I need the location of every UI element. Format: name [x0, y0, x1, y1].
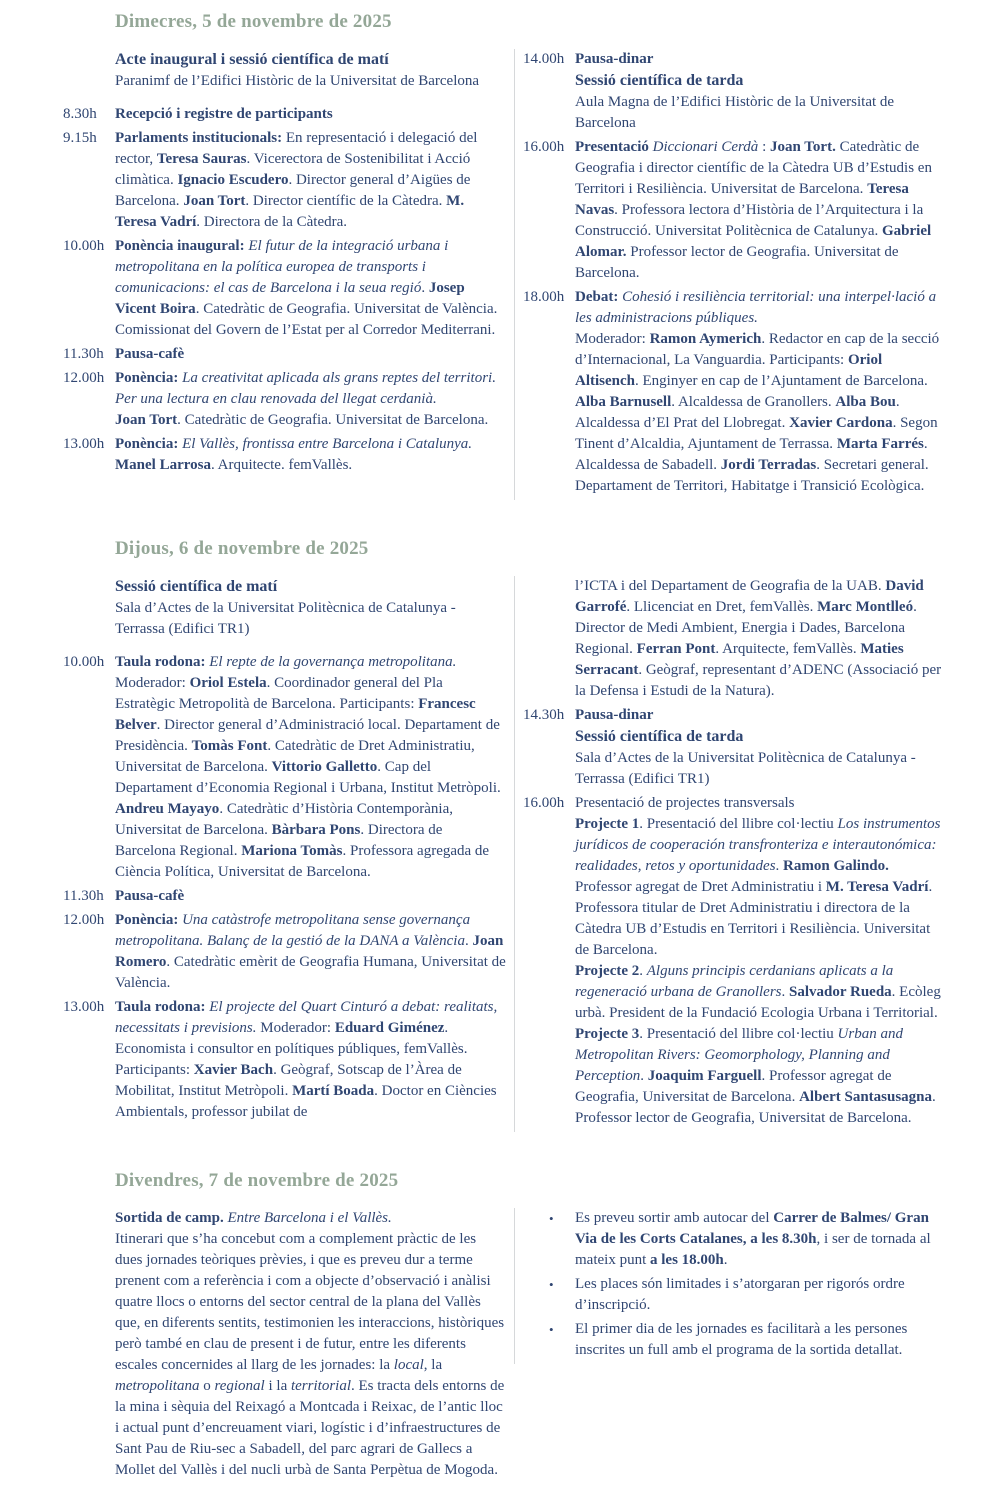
item-content	[115, 104, 506, 125]
text-segment: territorial	[290, 1378, 351, 1394]
text-segment: Taula rodona:	[115, 999, 210, 1015]
text-segment: Ferran Pont	[636, 641, 716, 657]
schedule-item	[63, 344, 506, 365]
text-segment: . Professor lector de Geografia, Universitat de Barcelona.	[575, 1089, 936, 1126]
text-segment: El repte de la governança metropolitana.	[209, 654, 457, 670]
text-segment: La creativitat aplicada als grans reptes del territori. Per una lectura en clau renovada del llegat cerdanià.	[115, 370, 496, 407]
schedule-item	[523, 705, 944, 790]
text-segment: .	[464, 933, 473, 949]
right-column	[514, 576, 944, 1132]
text-segment: local	[393, 1357, 424, 1373]
text-segment: metropolitana	[115, 1378, 200, 1394]
text-segment: Xavier Bach	[193, 1062, 274, 1078]
text-segment: regional	[214, 1378, 265, 1394]
bullet-content	[575, 1319, 944, 1361]
item-content	[115, 576, 506, 640]
item-content	[115, 128, 506, 233]
text-segment: . Catedràtic emèrit de Geografia Humana, Universitat de València.	[115, 954, 506, 991]
item-time: 10.00h	[63, 238, 105, 254]
text-segment: . Arquitecte. femVallès.	[210, 457, 353, 473]
item-content	[115, 1208, 506, 1481]
text-segment: Professor lector de Geografia. Universitat de Barcelona.	[575, 244, 899, 281]
text-segment: Ponència:	[115, 370, 183, 386]
text-segment: . Directora de Barcelona Regional.	[115, 822, 443, 859]
text-segment: Francesc Belver	[115, 696, 476, 733]
item-time: 11.30h	[63, 888, 104, 904]
item-time: 14.00h	[523, 51, 565, 67]
text-segment: . Segon Tinent d’Alcaldia, Ajuntament de Terrassa.	[575, 415, 938, 452]
schedule-item	[63, 128, 506, 233]
text-segment: Manel Larrosa	[115, 457, 211, 473]
item-time: 9.15h	[63, 130, 97, 146]
text-segment: Oriol Altisench	[575, 352, 883, 389]
text-segment: Teresa Sauras	[156, 151, 247, 167]
text-segment: , i ser de tornada al mateix punt	[575, 1231, 931, 1268]
text-segment: . Redactor en cap de la secció d’Internacional, La Vanguardia. Participants:	[575, 331, 940, 368]
text-segment: . Secretari general. Departament de Territori, Habitatge i Transició Ecològica.	[575, 457, 929, 494]
text-segment: Ramon Aymerich	[649, 331, 762, 347]
day-section	[63, 1169, 946, 1493]
text-segment: . Arquitecte, femVallès.	[715, 641, 861, 657]
item-content	[115, 652, 506, 883]
day-columns	[63, 1208, 946, 1493]
schedule-item	[63, 997, 506, 1123]
text-segment: .	[723, 1252, 728, 1268]
item-time: 18.00h	[523, 289, 565, 305]
item-content	[115, 236, 506, 341]
item-time	[63, 49, 115, 92]
item-content	[115, 368, 506, 431]
text-segment: a les 18.00h	[650, 1252, 724, 1268]
text-segment: Ponència:	[115, 912, 183, 928]
text-segment: Moderador:	[115, 675, 190, 691]
schedule-item	[63, 49, 506, 92]
schedule-item	[63, 886, 506, 907]
text-segment: Sessió científica de matí	[115, 578, 278, 595]
item-time: 10.00h	[63, 654, 105, 670]
text-segment: :	[758, 139, 770, 155]
bullet-item	[523, 1274, 944, 1316]
bullet-icon: •	[549, 1277, 554, 1292]
text-segment: En representació i delegació del rector,	[115, 130, 478, 167]
text-segment: Entre Barcelona i el Vallès.	[227, 1210, 392, 1226]
text-segment: Sessió científica de tarda	[575, 72, 744, 89]
text-segment: . Directora de la Càtedra.	[196, 214, 348, 230]
schedule-item	[63, 434, 506, 476]
text-segment: David Garrofé	[575, 578, 924, 615]
text-segment: Maties Serracant	[575, 641, 904, 678]
text-segment: . Director científic de la Càtedra.	[245, 193, 447, 209]
text-segment: Pausa-cafè	[115, 888, 185, 904]
text-segment: .	[781, 984, 789, 1000]
left-column	[63, 576, 506, 1126]
day-title: Dijous, 6 de novembre de 2025	[115, 538, 369, 559]
text-segment: . Presentació del llibre col·lectiu	[639, 816, 838, 832]
text-segment: Joan Tort	[115, 412, 178, 428]
text-segment: Projecte 2	[575, 963, 640, 979]
day-title: Dimecres, 5 de novembre de 2025	[115, 11, 392, 32]
item-content	[575, 49, 944, 134]
text-segment: Les places són limitades i s’atorgaran per rigorós ordre d’inscripció.	[575, 1276, 905, 1313]
text-segment: . Coordinador general del Pla Estratègic Metropolità de Barcelona. Participants:	[115, 675, 443, 712]
text-segment: .	[775, 858, 784, 874]
text-segment: El projecte del Quart Cinturó a debat: realitats, necessitats i previsions.	[115, 999, 498, 1036]
text-segment: . Doctor en Ciències Ambientals, professor jubilat de	[115, 1083, 497, 1120]
text-segment: Debat:	[575, 289, 623, 305]
text-segment: . Professora lectora d’Història de l’Arquitectura i la Construcció. Universitat Politècnica de Catalunya.	[575, 202, 924, 239]
text-segment: . Catedràtic de Geografia. Universitat de València. Comissionat del Govern de l’Estat per al Corredor Mediterrani.	[115, 301, 498, 338]
text-segment: Taula rodona:	[115, 654, 210, 670]
text-segment: Oriol Estela	[189, 675, 267, 691]
text-segment: Bàrbara Pons	[271, 822, 361, 838]
schedule-item	[63, 1208, 506, 1481]
bullet-item	[523, 1319, 944, 1361]
text-segment: . Ecòleg urbà. President de la Fundació Ecologia Urbana i Territorial.	[575, 984, 941, 1021]
text-segment: . Alcaldessa d’El Prat del Llobregat.	[575, 394, 900, 431]
text-segment: . Catedràtic d’Història Contemporània, Universitat de Barcelona.	[115, 801, 453, 838]
text-segment: Sessió científica de tarda	[575, 728, 744, 745]
day-section	[63, 537, 946, 1132]
text-segment: Una catàstrofe metropolitana sense governança metropolitana. Balanç de la gestió de la DANA a València	[115, 912, 471, 949]
item-time: 8.30h	[63, 106, 97, 122]
text-segment: Albert Santasusagna	[799, 1089, 933, 1105]
item-content	[115, 910, 506, 994]
text-segment: Professor agregat de Dret Administratiu i	[575, 879, 826, 895]
text-segment: l’ICTA i del Departament de Geografia de la UAB.	[575, 578, 886, 594]
item-time: 12.00h	[63, 912, 105, 928]
text-segment: Vittorio Galletto	[271, 759, 378, 775]
text-segment: . Director general d’Aigües de Barcelona.	[115, 172, 471, 209]
text-segment: . Cap del Departament d’Economia Regional i Urbana, Institut Metròpoli.	[115, 759, 501, 796]
schedule-item	[63, 368, 506, 431]
text-segment: Andreu Mayayo	[115, 801, 220, 817]
text-segment: Alba Bou	[835, 394, 896, 410]
item-content	[575, 705, 944, 790]
bullet-item	[523, 1208, 944, 1271]
item-content	[115, 344, 506, 365]
text-segment: o	[199, 1378, 215, 1394]
text-segment: . Professor agregat de Geografia, Universitat de Barcelona.	[575, 1068, 892, 1105]
schedule-item	[63, 104, 506, 125]
day-columns	[63, 49, 946, 500]
text-segment: Alguns principis cerdanians aplicats a la regeneració urbana de Granollers	[575, 963, 894, 1000]
text-segment: , la	[423, 1357, 443, 1373]
text-segment: i la	[264, 1378, 291, 1394]
text-segment: Diccionari Cerdà	[652, 139, 759, 155]
item-time	[523, 576, 575, 702]
left-column	[63, 1208, 506, 1493]
text-segment: Pausa-cafè	[115, 346, 185, 362]
text-segment: Cohesió i resiliència territorial: una interpel·lació a les administracions públiques.	[575, 289, 937, 326]
schedule-item	[63, 910, 506, 994]
left-column	[63, 49, 506, 479]
bullet-icon: •	[549, 1211, 554, 1226]
bullet-icon: •	[549, 1322, 554, 1337]
schedule-item	[63, 236, 506, 341]
item-content	[575, 287, 944, 497]
text-segment: Catedràtic de Geografia i director científic de la Càtedra UB d’Estudis en Territori i Resiliència. Universitat de Barcelona.	[575, 139, 932, 197]
text-segment: Jordi Terradas	[720, 457, 817, 473]
text-segment: El primer dia de les jornades es facilitarà a les persones inscrites un full amb el programa de la sortida detallat.	[575, 1321, 908, 1358]
text-segment: Joan Romero	[115, 933, 504, 970]
item-time: 14.30h	[523, 707, 565, 723]
text-segment: . Alcaldessa de Sabadell.	[575, 436, 928, 473]
item-time: 16.00h	[523, 139, 565, 155]
schedule-item	[523, 576, 944, 702]
right-column	[514, 49, 944, 500]
text-segment: . Professora agregada de Ciència Política, Universitat de Barcelona.	[115, 843, 490, 880]
text-segment: Recepció i registre de participants	[115, 106, 333, 122]
text-segment: Joaquim Farguell	[647, 1068, 762, 1084]
text-segment: Joan Tort.	[769, 139, 836, 155]
text-segment: . Director general d’Administració local. Departament de Presidència.	[115, 717, 500, 754]
text-segment: . Geògraf, representant d’ADENC (Associació per la Defensa i Estudi de la Natura).	[575, 662, 942, 699]
item-time	[63, 576, 115, 640]
text-segment: Alba Barnusell	[575, 394, 672, 410]
text-segment: Gabriel Alomar.	[575, 223, 932, 260]
item-time: 16.00h	[523, 795, 565, 811]
text-segment: Salvador Rueda	[789, 984, 892, 1000]
text-segment: . Llicenciat en Dret, femVallès.	[626, 599, 818, 615]
schedule-item	[523, 137, 944, 284]
text-segment: . Catedràtic de Geografia. Universitat de Barcelona.	[177, 412, 489, 428]
schedule-item	[63, 576, 506, 640]
text-segment: Moderador:	[575, 331, 650, 347]
item-time: 13.00h	[63, 436, 105, 452]
text-segment: El Vallès, frontissa entre Barcelona i Catalunya.	[182, 436, 473, 452]
schedule-item	[523, 49, 944, 134]
text-segment: Pausa-dinar	[575, 707, 654, 723]
text-segment: M. Teresa Vadrí	[825, 879, 929, 895]
text-segment: Los instrumentos jurídicos de cooperación transfronteriza e interautonómica: realidades, retos y oportunidades	[575, 816, 941, 874]
text-segment: Presentació	[575, 139, 653, 155]
text-segment: .	[639, 963, 647, 979]
text-segment: . Geògraf, Sotscap de l’Àrea de Mobilitat, Institut Metròpoli.	[115, 1062, 462, 1099]
text-segment: Ignacio Escudero	[177, 172, 289, 188]
day-columns	[63, 576, 946, 1132]
text-segment: Teresa Navas	[575, 181, 909, 218]
text-segment: . Enginyer en cap de l’Ajuntament de Barcelona.	[635, 373, 928, 389]
schedule-item	[63, 652, 506, 883]
text-segment: . Vicerectora de Sostenibilitat i Acció climàtica.	[115, 151, 471, 188]
item-content	[115, 434, 506, 476]
item-content	[115, 49, 506, 92]
text-segment: Eduard Giménez	[334, 1020, 445, 1036]
item-time: 13.00h	[63, 999, 105, 1015]
text-segment: Marta Farrés	[836, 436, 924, 452]
text-segment: Marc Montlleó	[817, 599, 914, 615]
text-segment: Paranimf de l’Edifici Històric de la Universitat de Barcelona	[115, 73, 480, 89]
item-time: 11.30h	[63, 346, 104, 362]
text-segment: . Economista i consultor en polítiques públiques, femVallès. Participants:	[115, 1020, 468, 1078]
text-segment: Projecte 1	[575, 816, 640, 832]
day-title: Divendres, 7 de novembre de 2025	[115, 1170, 399, 1191]
text-segment: El futur de la integració urbana i metropolitana en la política europea de transports i comunicacions: el cas de Barcelona i la seua regió	[115, 238, 449, 296]
text-segment: Moderador:	[256, 1020, 335, 1036]
text-segment: Martí Boada	[292, 1083, 375, 1099]
text-segment: . Director de Medi Ambient, Energia i Dades, Barcelona Regional.	[575, 599, 917, 657]
day-section	[63, 10, 946, 500]
text-segment: Urban and Metropolitan Rivers: Geomorphology, Planning and Perception	[575, 1026, 903, 1084]
text-segment: Ponència:	[115, 436, 183, 452]
text-segment: . Presentació del llibre col·lectiu	[639, 1026, 838, 1042]
text-segment: Pausa-dinar	[575, 51, 654, 67]
text-segment: Josep Vicent Boira	[115, 280, 465, 317]
text-segment: Itinerari que s’ha concebut com a complement pràctic de les dues jornades teòriques prèvies, i que es preveu dur a terme prenent com a referència i com a objecte d’observació i anàlisi quatre llocs o entorns del sector central de la plana del Vallès que, en diferents sentits, testimonien les interaccions, històriques però també en clau de present i de futur, entre les diferents escales concernides al llarg de les jornades: la	[115, 1231, 505, 1373]
text-segment: Xavier Cardona	[789, 415, 893, 431]
text-segment: . Alcaldessa de Granollers.	[671, 394, 836, 410]
item-time	[63, 1208, 115, 1481]
item-content	[575, 576, 944, 702]
right-column	[514, 1208, 944, 1364]
text-segment: . Catedràtic de Dret Administratiu, Universitat de Barcelona.	[115, 738, 475, 775]
text-segment: .	[640, 1068, 648, 1084]
text-segment: .	[421, 280, 429, 296]
item-content	[575, 137, 944, 284]
text-segment: Sortida de camp.	[115, 1210, 224, 1226]
text-segment: Projecte 3	[575, 1026, 640, 1042]
item-content	[115, 997, 506, 1123]
text-segment: Sala d’Actes de la Universitat Politècnica de Catalunya - Terrassa (Edifici TR1)	[115, 600, 456, 637]
text-segment: Tomàs Font	[191, 738, 268, 754]
item-time: 12.00h	[63, 370, 105, 386]
text-segment: Ramon Galindo.	[783, 858, 889, 874]
text-segment: Es preveu sortir amb autocar del	[575, 1210, 774, 1226]
text-segment: . Es tracta dels entorns de la mina i sèquia del Reixagó a Montcada i Reixac, de l’antic lloc i actual punt d’encreuament viari, logístic i d’infraestructures de Sant Pau de Riu-sec a Sabadell, del parc agrari de Gallecs a Mollet del Vallès i del nucli urbà de Santa Perpètua de Mogoda.	[115, 1378, 505, 1478]
text-segment: Acte inaugural i sessió científica de matí	[115, 51, 389, 68]
text-segment: Mariona Tomàs	[241, 843, 343, 859]
text-segment: Sala d’Actes de la Universitat Politècnica de Catalunya - Terrassa (Edifici TR1)	[575, 750, 916, 787]
bullet-content	[575, 1208, 944, 1271]
text-segment: Joan Tort	[183, 193, 246, 209]
schedule-item	[523, 793, 944, 1129]
text-segment: Presentació de projectes transversals	[575, 795, 795, 811]
item-content	[115, 886, 506, 907]
text-segment: Ponència inaugural:	[115, 238, 249, 254]
text-segment: Carrer de Balmes/ Gran Via de les Corts Catalanes, a les 8.30h	[575, 1210, 929, 1247]
bullet-content	[575, 1274, 944, 1316]
text-segment: Aula Magna de l’Edifici Històric de la Universitat de Barcelona	[575, 94, 895, 131]
text-segment: . Professora titular de Dret Administratiu i directora de la Càtedra UB d’Estudis en Territori i Resiliència. Universitat de Barcelona.	[575, 879, 933, 958]
item-content	[575, 793, 944, 1129]
schedule-item	[523, 287, 944, 497]
text-segment: Parlaments institucionals:	[115, 130, 286, 146]
text-segment: M. Teresa Vadrí	[115, 193, 465, 230]
